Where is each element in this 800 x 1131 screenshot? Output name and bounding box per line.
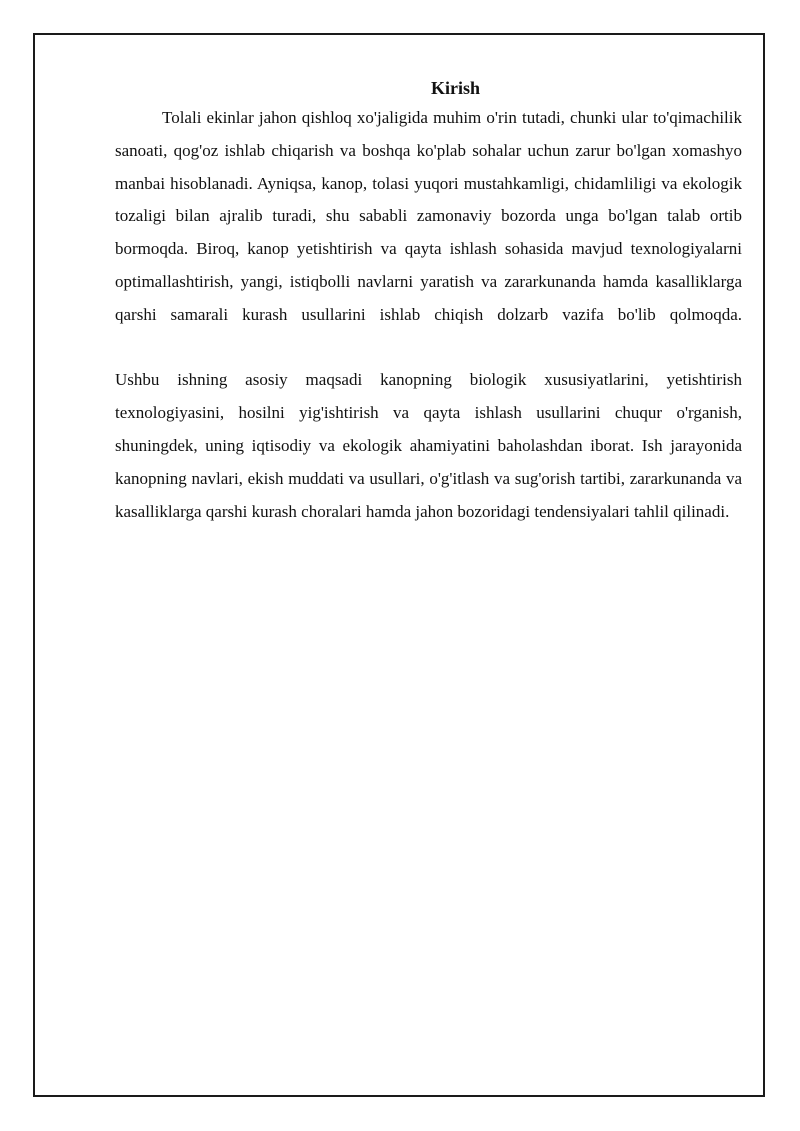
paragraph-goal: Ushbu ishning asosiy maqsadi kanopning biologik xususiyatlarini, yetishtirish texnologiyasini, hosilni yig'ishtirish va qayta ishlash usullarini chuqur o'rganish, shuningdek, uning iqtisodiy va ekologik ahamiyatini baholashdan iborat. Ish jarayonida kanopning navlari, ekish muddati va usullari, o'g'itlash va sug'orish tartibi, zararkunanda va kasalliklarga qarshi kurash choralari hamda jahon bozoridagi tendensiyalari tahlil qilinadi. — [115, 370, 742, 521]
page-title: Kirish — [430, 78, 480, 98]
document-body — [115, 74, 742, 528]
paragraph-intro: Tolali ekinlar jahon qishloq xo'jaligida muhim o'rin tutadi, chunki ular to'qimachilik sanoati, qog'oz ishlab chiqarish va boshqa ko'plab sohalar uchun zarur bo'lgan xomashyo manbai hisoblanadi. Ayniqsa, kanop, tolasi yuqori mustahkamligi, chidamliligi va ekologik tozaligi bilan ajralib turadi, shu sababli zamonaviy bozorda unga bo'lgan talab ortib bormoqda. Biroq, kanop yetishtirish va qayta ishlash sohasida mavjud texnologiyalarni optimallashtirish, yangi, istiqbolli navlarni yaratish va zararkunanda hamda kasalliklarga qarshi samarali kurash usullarini ishlab chiqish dolzarb vazifa bo'lib qolmoqda. — [115, 108, 742, 324]
